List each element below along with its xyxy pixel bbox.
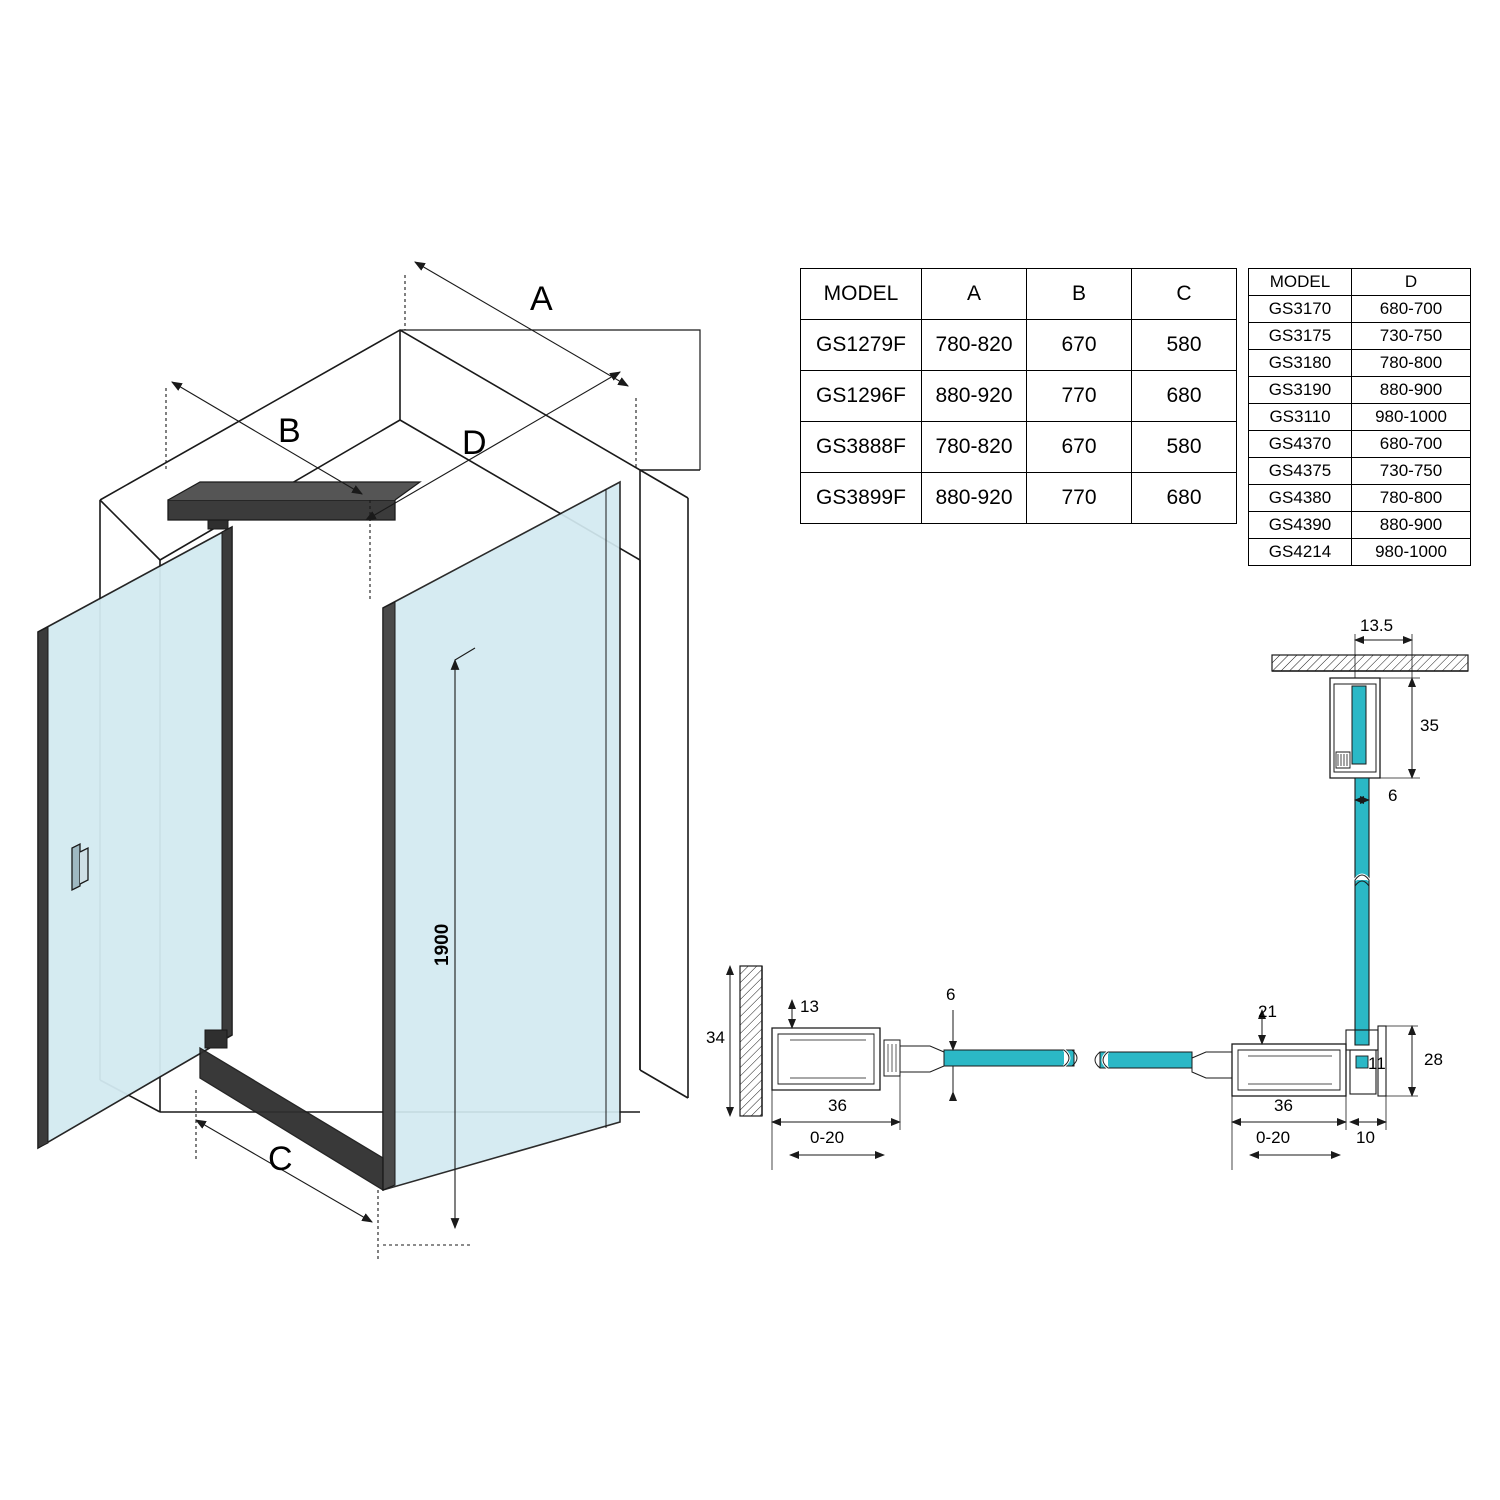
cell-d: 780-800 <box>1352 485 1471 512</box>
header-b: B <box>1027 269 1132 320</box>
detail-top-section <box>1272 634 1468 1045</box>
table-row <box>801 371 1237 422</box>
table-row <box>801 422 1237 473</box>
table-row <box>1249 431 1471 458</box>
cell-model: GS3180 <box>1249 350 1352 377</box>
cell-c: 680 <box>1132 371 1237 422</box>
cell-d: 880-900 <box>1352 512 1471 539</box>
cell-d: 680-700 <box>1352 296 1471 323</box>
table-row <box>1249 404 1471 431</box>
detail-left-34-label: 34 <box>706 1028 725 1047</box>
dimension-a <box>405 262 636 470</box>
detail-top-glass-label: 6 <box>1388 786 1398 805</box>
cell-model: GS3110 <box>1249 404 1352 431</box>
cell-model: GS3190 <box>1249 377 1352 404</box>
dimension-label-a: A <box>530 280 553 318</box>
dimension-label-height: 1900 <box>432 923 453 966</box>
cell-model: GS3170 <box>1249 296 1352 323</box>
dimension-label-b: B <box>278 412 301 450</box>
cell-d: 680-700 <box>1352 431 1471 458</box>
table-row <box>1249 512 1471 539</box>
table-row <box>801 473 1237 524</box>
cell-model: GS4375 <box>1249 458 1352 485</box>
cell-d: 980-1000 <box>1352 404 1471 431</box>
detail-left-36-label: 36 <box>828 1096 847 1115</box>
header-model: MODEL <box>1249 269 1352 296</box>
detail-top-height-label: 35 <box>1420 716 1439 735</box>
cell-b: 770 <box>1027 473 1132 524</box>
cell-model: GS1296F <box>801 371 922 422</box>
cell-c: 580 <box>1132 320 1237 371</box>
cell-d: 780-800 <box>1352 350 1471 377</box>
cell-a: 780-820 <box>922 422 1027 473</box>
dimension-label-c: C <box>268 1140 293 1178</box>
header-d: D <box>1352 269 1471 296</box>
cell-model: GS3175 <box>1249 323 1352 350</box>
model-d-table <box>1248 268 1471 566</box>
cell-d: 730-750 <box>1352 323 1471 350</box>
cell-d: 730-750 <box>1352 458 1471 485</box>
table-row <box>1249 323 1471 350</box>
cell-model: GS1279F <box>801 320 922 371</box>
detail-right-28-label: 28 <box>1424 1050 1443 1069</box>
model-dimensions-table <box>800 268 1237 524</box>
fixed-glass-panel <box>383 482 620 1190</box>
cell-model: GS4214 <box>1249 539 1352 566</box>
table-header-row <box>801 269 1237 320</box>
detail-left-13-label: 13 <box>800 997 819 1016</box>
table-row <box>1249 296 1471 323</box>
cell-b: 670 <box>1027 422 1132 473</box>
detail-right-36-label: 36 <box>1274 1096 1293 1115</box>
table-d-body <box>1249 269 1471 566</box>
table-row <box>1249 350 1471 377</box>
table-row <box>801 320 1237 371</box>
cell-c: 580 <box>1132 422 1237 473</box>
cell-c: 680 <box>1132 473 1237 524</box>
dimension-d <box>366 372 620 520</box>
dimension-label-d: D <box>462 424 487 462</box>
cell-model: GS4380 <box>1249 485 1352 512</box>
table-row <box>1249 377 1471 404</box>
detail-right-range-label: 0-20 <box>1256 1128 1291 1147</box>
table-row <box>1249 539 1471 566</box>
detail-right-11-label: 11 <box>1368 1054 1386 1073</box>
header-c: C <box>1132 269 1237 320</box>
detail-top-width-label: 13.5 <box>1360 616 1394 635</box>
detail-left-range-label: 0-20 <box>810 1128 845 1147</box>
detail-left-6-label: 6 <box>946 985 956 1004</box>
cell-model: GS4390 <box>1249 512 1352 539</box>
cell-model: GS4370 <box>1249 431 1352 458</box>
cell-model: GS3888F <box>801 422 922 473</box>
cell-b: 670 <box>1027 320 1132 371</box>
header-a: A <box>922 269 1027 320</box>
cell-a: 780-820 <box>922 320 1027 371</box>
cell-a: 880-920 <box>922 473 1027 524</box>
cell-d: 880-900 <box>1352 377 1471 404</box>
cell-d: 980-1000 <box>1352 539 1471 566</box>
table-header-row <box>1249 269 1471 296</box>
cell-b: 770 <box>1027 371 1132 422</box>
header-model: MODEL <box>801 269 922 320</box>
table-main-body <box>801 269 1237 524</box>
cell-model: GS3899F <box>801 473 922 524</box>
detail-right-10-label: 10 <box>1356 1128 1375 1147</box>
table-row <box>1249 458 1471 485</box>
cell-a: 880-920 <box>922 371 1027 422</box>
detail-right-21-label: 21 <box>1258 1002 1277 1021</box>
table-row <box>1249 485 1471 512</box>
detail-left-section <box>730 966 1077 1170</box>
